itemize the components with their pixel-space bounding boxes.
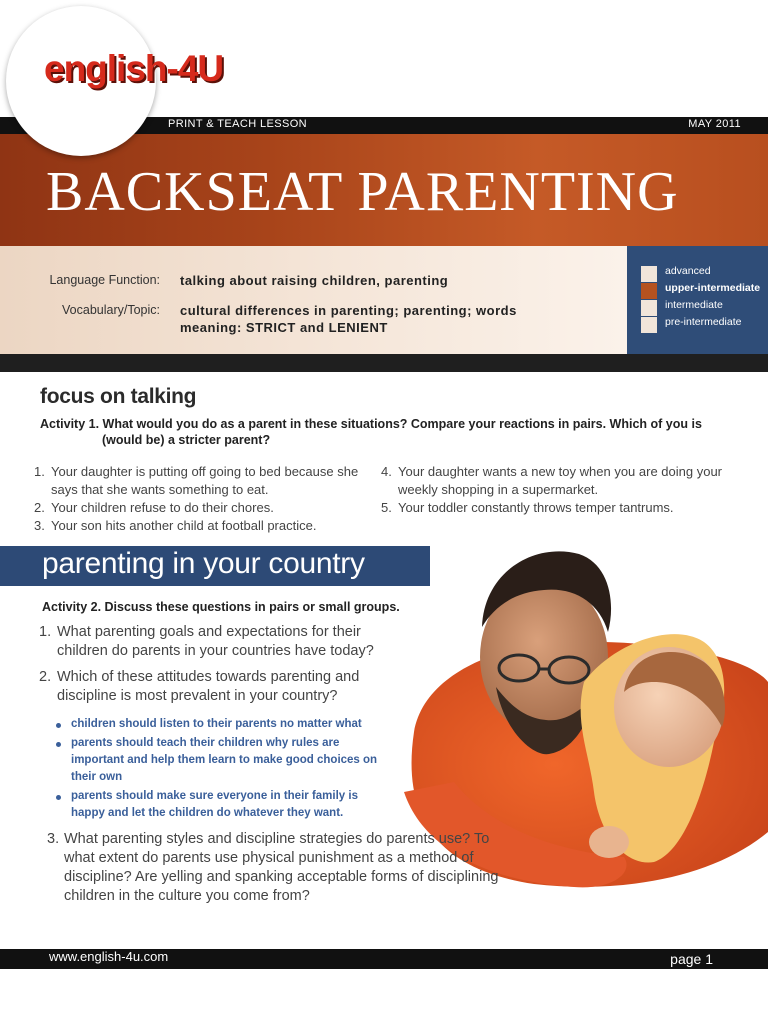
lesson-info-band: [0, 246, 627, 354]
item-text: Your son hits another child at football practice.: [51, 518, 317, 533]
page-title: BACKSEAT PARENTING: [46, 161, 679, 223]
item-number: 3.: [34, 518, 45, 533]
item-number: 2.: [34, 500, 45, 515]
question-1: [39, 623, 399, 661]
item-number: 4.: [381, 464, 392, 479]
item-text: children should listen to their parents no matter what: [71, 718, 362, 730]
item-text: Your children refuse to do their chores.: [51, 500, 274, 515]
level-label: advanced: [665, 265, 711, 277]
activity-1-line1: Activity 1. What would you do as a parent in these situations? Compare your reactions in pairs. Which of you is: [40, 417, 702, 431]
bullet-icon: [56, 742, 61, 747]
item-text: Your toddler constantly throws temper tantrums.: [398, 500, 674, 515]
function-value: talking about raising children, parenting: [180, 273, 449, 288]
footer-bar: [0, 949, 768, 969]
divider-strip: [0, 354, 768, 372]
title-band: [0, 134, 768, 246]
activity-1-instructions: [40, 416, 730, 448]
item-text: parents should teach their children why rules are important and help them learn to make good choices on their own: [71, 737, 378, 783]
situation-list-left: [34, 463, 384, 535]
topic-value-line2: meaning: STRICT and LENIENT: [180, 320, 388, 335]
level-checkbox-icon: [641, 300, 657, 316]
activity-1-line2: (would be) a stricter parent?: [102, 433, 271, 447]
level-checkbox-icon: [641, 266, 657, 282]
question-2: [39, 668, 399, 706]
issue-date: MAY 2011: [688, 118, 741, 130]
list-item: [39, 623, 399, 661]
situation-list-right: [381, 463, 751, 517]
function-label: Language Function:: [49, 273, 160, 287]
section-heading-country: parenting in your country: [42, 547, 365, 580]
item-text: Which of these attitudes towards parenting and discipline is most prevalent in your country?: [57, 669, 360, 704]
page-number: page 1: [670, 951, 713, 967]
logo-text: english-4U: [44, 48, 224, 89]
list-item: [39, 668, 399, 706]
item-text: parents should make sure everyone in their family is happy and let the children do whatever they want.: [71, 790, 358, 819]
item-text: What parenting goals and expectations for their children do parents in your countries have today?: [57, 624, 374, 659]
section-heading-band: [0, 546, 430, 586]
list-item: [34, 499, 384, 517]
item-text: Your daughter is putting off going to bed because she says that she wants something to eat.: [51, 464, 359, 497]
item-number: 3.: [47, 831, 60, 847]
attitude-options: [52, 716, 382, 824]
item-text: What parenting styles and discipline strategies do parents use? To what extent do parents use physical punishment as a method of discipline? Are yelling and spanking acceptable forms of disciplining children in the culture you come from?: [64, 831, 499, 904]
list-item: [34, 463, 384, 499]
list-item: [381, 499, 751, 517]
level-checkbox-icon: [641, 317, 657, 333]
activity-2-instructions: Activity 2. Discuss these questions in pairs or small groups.: [42, 600, 400, 614]
list-item: [52, 788, 382, 822]
list-item: [34, 517, 384, 535]
list-item: [47, 830, 507, 906]
list-item: [52, 716, 382, 733]
item-text: Your daughter wants a new toy when you are doing your weekly shopping in a supermarket.: [398, 464, 723, 497]
bullet-icon: [56, 723, 61, 728]
level-label: pre-intermediate: [665, 316, 742, 328]
item-number: 2.: [39, 669, 52, 685]
level-panel: [627, 246, 768, 354]
topic-label: Vocabulary/Topic:: [62, 303, 160, 317]
website-link[interactable]: www.english-4u.com: [49, 949, 169, 964]
section-heading-focus: focus on talking: [40, 385, 197, 408]
level-label: upper-intermediate: [665, 282, 761, 294]
bullet-icon: [56, 795, 61, 800]
logo-badge: [6, 6, 224, 156]
level-label: intermediate: [665, 299, 723, 311]
list-item: [381, 463, 751, 499]
topic-value-line1: cultural differences in parenting; parenting; words: [180, 303, 517, 318]
level-selected-icon: [641, 283, 657, 299]
lesson-type-label: PRINT & TEACH LESSON: [168, 118, 308, 130]
question-3: [47, 830, 507, 906]
item-number: 1.: [34, 464, 45, 479]
list-item: [52, 735, 382, 786]
item-number: 1.: [39, 624, 52, 640]
item-number: 5.: [381, 500, 392, 515]
